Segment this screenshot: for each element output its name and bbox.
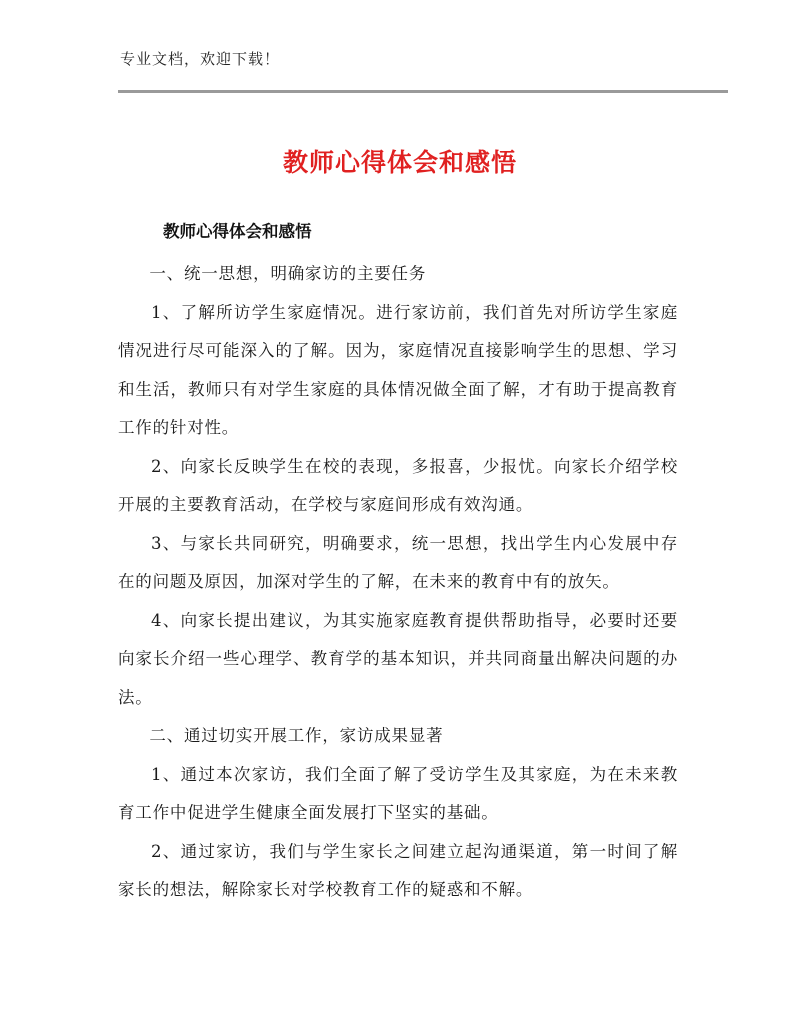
section-heading: 一、统一思想，明确家访的主要任务 [149,264,427,283]
header-note: 专业文档，欢迎下载！ [120,50,281,68]
header-divider [118,90,728,93]
paragraph: 2、向家长反映学生在校的表现，多报喜，少报忧。向家长介绍学校开展的主要教育活动，在学校与家庭间形成有效沟通。 [118,456,678,514]
paragraph: 1、通过本次家访，我们全面了解了受访学生及其家庭，为在未来教育工作中促进学生健康全面发展打下坚实的基础。 [118,764,678,822]
document-body [118,222,678,910]
paragraph: 4、向家长提出建议，为其实施家庭教育提供帮助指导，必要时还要向家长介绍一些心理学、教育学的基本知识，并共同商量出解决问题的办法。 [118,610,678,707]
section-heading: 二、通过切实开展工作，家访成果显著 [149,726,444,745]
document-subtitle: 教师心得体会和感悟 [163,222,312,241]
paragraph: 3、与家长共同研究，明确要求，统一思想，找出学生内心发展中存在的问题及原因，加深对学生的了解，在未来的教育中有的放矢。 [118,533,678,591]
paragraph: 2、通过家访，我们与学生家长之间建立起沟通渠道，第一时间了解家长的想法，解除家长对学校教育工作的疑惑和不解。 [118,841,678,899]
document-title: 教师心得体会和感悟 [282,148,517,177]
paragraph: 1、了解所访学生家庭情况。进行家访前，我们首先对所访学生家庭情况进行尽可能深入的了解。因为，家庭情况直接影响学生的思想、学习和生活，教师只有对学生家庭的具体情况做全面了解，才有助于提高教育工作的针对性。 [118,302,678,437]
